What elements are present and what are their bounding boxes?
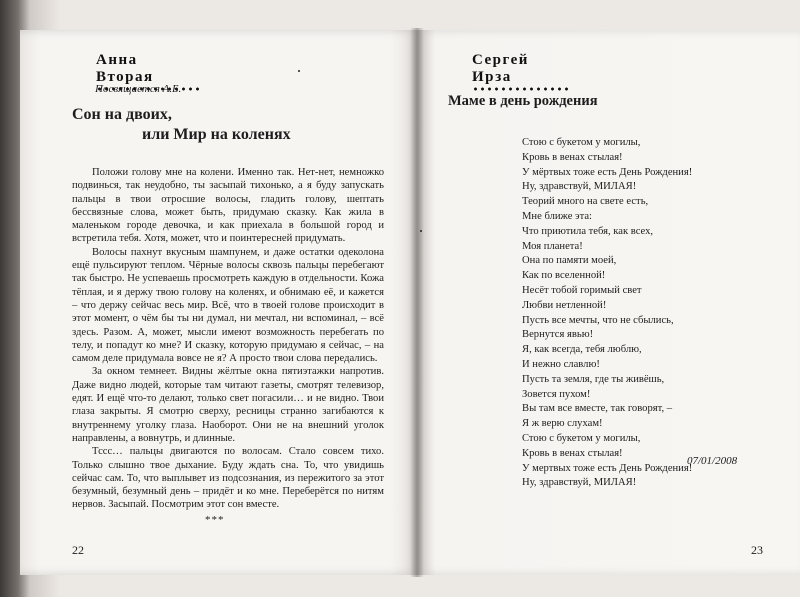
poem-title: Маме в день рождения <box>448 93 598 109</box>
poem-line: Что приютила тебя, как всех, <box>522 225 654 237</box>
poem-line: Стою с букетом у могилы, <box>522 432 641 444</box>
poem-line: Вы там все вместе, так говорят, – <box>522 403 673 415</box>
page-number-left: 22 <box>72 543 84 557</box>
story-paragraph: За окном темнеет. Видны жёлтые окна пятиэтажки напротив. Даже видно людей, которые там читают газеты, смотрят телевизор, едят. И ещё что-то делают, только свет погасили… и не видно. Твои глаза закрыты. Я смотрю сверху, ресницы странно загибаются к внутреннему уголку глаза. Наоборот. Они не на внешний уголок направлены, а вовнутрь, и длинные. <box>72 366 384 444</box>
page-number-right: 23 <box>751 543 763 557</box>
poem-line: Теорий много на свете есть, <box>522 196 649 208</box>
story-text <box>72 166 384 512</box>
story-paragraph: Тссс… пальцы двигаются по волосам. Стало совсем тихо. Только слышно твое дыхание. Буду ждать сна. То, что увидишь сейчас сам. То, что выплывет из подсознания, из пережитого за этот безумный, безумный день – придёт и ко мне. Переберётся по нитям нервов. Засыпай. Посмотрим этот сон вместе. <box>72 446 384 511</box>
poem-line: Зовется пухом! <box>522 388 591 400</box>
poem-line: Кровь в венах стылая! <box>522 151 623 163</box>
poem-line: У мертвых тоже есть День Рождения! <box>522 462 693 474</box>
poem-line: Ну, здравствуй, МИЛАЯ! <box>522 181 637 193</box>
book-gutter <box>410 28 424 577</box>
scan-speck <box>298 70 300 72</box>
poem-line: Любви нетленной! <box>522 299 607 311</box>
poem-line: И нежно славлю! <box>522 358 600 370</box>
story-title-line-2: или Мир на коленях <box>142 126 291 143</box>
story-title <box>72 105 312 145</box>
right-author-name: Сергей Ирза <box>472 52 572 91</box>
section-separator: *** <box>205 514 225 526</box>
poem-line: Моя планета! <box>522 240 583 252</box>
poem-date: 07/01/2008 <box>687 455 738 467</box>
poem-line: Кровь в венах стылая! <box>522 447 623 459</box>
scan-speck <box>420 230 422 232</box>
poem-line: Несёт тобой горимый свет <box>522 284 642 296</box>
poem-line: Стою с букетом у могилы, <box>522 137 641 148</box>
poem-line: Как по вселенной! <box>522 270 606 282</box>
poem-line: Ну, здравствуй, МИЛАЯ! <box>522 477 637 489</box>
dedication: Посвящается А.Б. <box>95 83 182 95</box>
poem-line: Я, как всегда, тебя люблю, <box>522 344 642 356</box>
left-author-name: Анна Вторая <box>96 52 200 91</box>
story-paragraph: Положи голову мне на колени. Именно так. Нет-нет, немножко подвинься, так неудобно, ты засыпай тихонько, а я буду запускать пальцы в твои отросшие волосы, гладить голову, шептать бессвязные слова, может быть, придумаю сказку. Как жила в маленьком городе девочка, и как приехала в большой город и встретила тебя. Хотя, может, что и поинтересней придумать. <box>72 167 384 245</box>
poem-line: Пусть все мечты, что не сбылись, <box>522 314 674 326</box>
poem-text <box>522 136 762 491</box>
poem-line: Она по памяти моей, <box>522 255 617 267</box>
poem-line: Пусть та земля, где ты живёшь, <box>522 373 665 385</box>
poem-line: Вернутся явью! <box>522 329 594 341</box>
poem-line: У мёртвых тоже есть День Рождения! <box>522 166 693 178</box>
story-paragraph: Волосы пахнут вкусным шампунем, и даже остатки одеколона ещё пульсируют теплом. Чёрные волосы сквозь пальцы перебегают так быстро. Не успеваешь просмотреть каждую в отдельности. Кожа тёплая, и я держу твою голову на коленях, и обнимаю её, и кажется – что держу сейчас весь мир. Всё, что в твоей голове происходит в этот момент, о чём бы ты ни думал, ни мечтал, ни вспоминал, – всё здесь. Разом. А, может, мысли имеют возможность перебегать по телу, и попадут ко мне? И сказку, которую придумаю я сейчас, – на самом деле придумала вовсе не я? А просто твои слова передались. <box>72 246 384 365</box>
poem-line: Мне ближе эта: <box>522 210 593 222</box>
poem-line: Я ж верю слухам! <box>522 418 603 430</box>
story-title-line-1: Сон на двоих, <box>72 106 172 123</box>
